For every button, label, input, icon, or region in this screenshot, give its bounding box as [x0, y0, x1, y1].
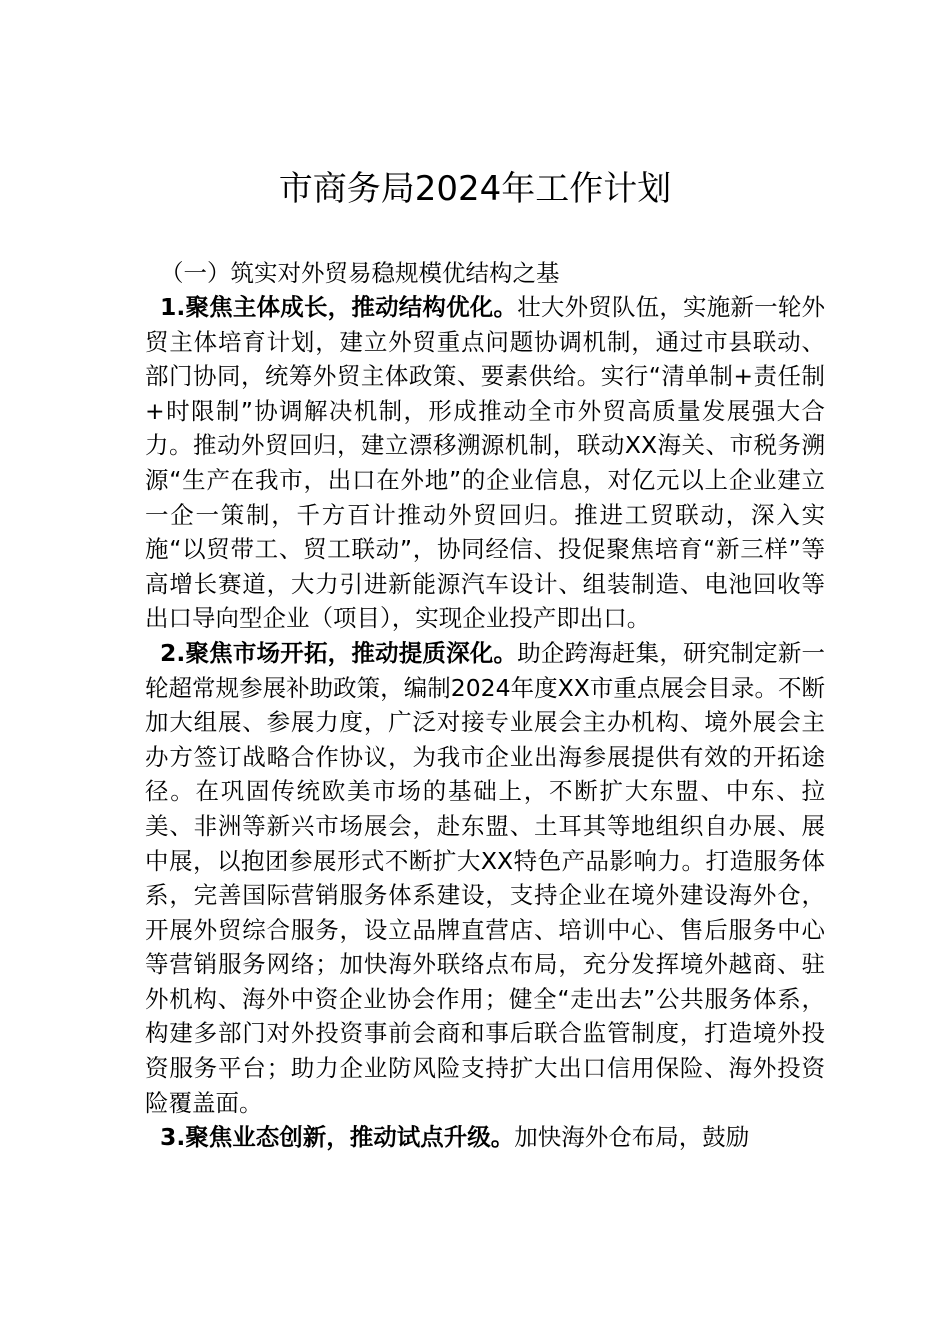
paragraph-3: [145, 1120, 825, 1155]
paragraph-1-text: 壮大外贸队伍，实施新一轮外贸主体培育计划，建立外贸重点问题协调机制，通过市县联动、部门协同，统筹外贸主体政策、要素供给。实行“清单制+责任制+时限制”协调解决机制，形成推动全市外贸高质量发展强大合力。推动外贸回归，建立漂移溯源机制，联动XX海关、市税务溯源“生产在我市，出口在外地”的企业信息，对亿元以上企业建立一企一策制，千方百计推动外贸回归。推进工贸联动，深入实施“以贸带工、贸工联动”，协同经信、投促聚焦培育“新三样”等高增长赛道，大力引进新能源汽车设计、组装制造、电池回收等出口导向型企业（项目），实现企业投产即出口。: [145, 293, 826, 633]
paragraph-2-text: 助企跨海赶集，研究制定新一轮超常规参展补助政策，编制2024年度XX市重点展会目录。不断加大组展、参展力度，广泛对接专业展会主办机构、境外展会主办方签订战略合作协议，为我市企业出海参展提供有效的开拓途径。在巩固传统欧美市场的基础上，不断扩大东盟、中东、拉美、非洲等新兴市场展会，赴东盟、土耳其等地组织自办展、展中展，以抱团参展形式不断扩大XX特色产品影响力。打造服务体系，完善国际营销服务体系建设，支持企业在境外建设海外仓，开展外贸综合服务，设立品牌直营店、培训中心、售后服务中心等营销服务网络；加快海外联络点布局，充分发挥境外越商、驻外机构、海外中资企业协会作用；健全“走出去”公共服务体系，构建多部门对外投资事前会商和事后联合监管制度，打造境外投资服务平台；助力企业防风险支持扩大出口信用保险、海外投资险覆盖面。: [145, 638, 826, 1117]
document-body: [145, 290, 825, 1155]
paragraph-3-text: 加快海外仓布局，鼓励: [514, 1123, 750, 1152]
document-title: 市商务局2024年工作计划: [278, 169, 672, 209]
section-heading: （一）筑实对外贸易稳规模优结构之基: [160, 259, 560, 287]
paragraph-2: [145, 636, 825, 1120]
paragraph-1: [145, 290, 825, 636]
paragraph-2-lead: 2.聚焦市场开拓，推动提质深化。: [160, 638, 518, 667]
paragraph-1-lead: 1.聚焦主体成长，推动结构优化。: [160, 293, 518, 321]
paragraph-3-lead: 3.聚焦业态创新，推动试点升级。: [160, 1123, 515, 1152]
